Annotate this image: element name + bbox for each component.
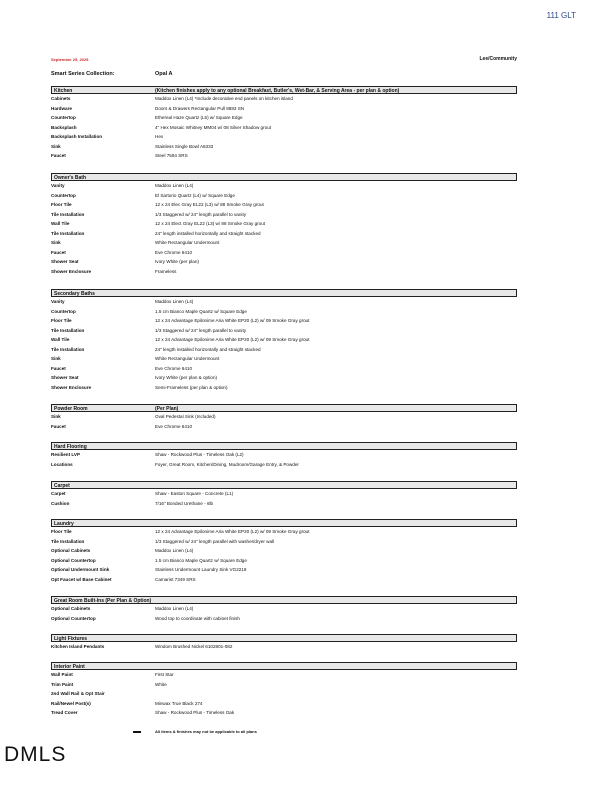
spec-value: 12 x 24 Elect Gray EL22 (L3) w/ 88 Smoke Gray grout — [155, 221, 266, 227]
section-header — [51, 404, 517, 412]
section-title: Laundry — [54, 521, 74, 527]
spec-row — [51, 297, 517, 307]
section-light-fixtures — [51, 634, 517, 652]
spec-label: Tile Installation — [51, 346, 85, 352]
spec-row — [51, 699, 517, 709]
spec-row — [51, 345, 517, 355]
section-note: (Kitchen finishes apply to any optional Breakfast, Butler's, Wet-Bar, & Serving Area - per plan & option) — [155, 88, 400, 94]
spec-row — [51, 123, 517, 133]
spec-value: Eve Chrome 6410 — [155, 423, 193, 429]
section-title: Light Fixtures — [54, 636, 88, 642]
spec-label: Optional Undermount Sink — [51, 567, 110, 573]
spec-row — [51, 575, 517, 585]
spec-row — [51, 565, 517, 575]
dmls-watermark: DMLS — [4, 743, 67, 766]
collection-value: Opal A — [155, 71, 173, 77]
spec-row — [51, 267, 517, 277]
spec-value: Shaw - Rockwood Plus - Timeless Oak (L2) — [155, 452, 244, 457]
spec-value: Shaw - Rockwood Plus - Timeless Oak — [155, 710, 235, 716]
spec-row — [51, 104, 517, 114]
spec-label: Sink — [51, 414, 61, 419]
section-header — [51, 634, 517, 642]
spec-label: Shower Seat — [51, 375, 79, 381]
spec-row — [51, 614, 517, 624]
spec-label: Sink — [51, 356, 61, 362]
spec-value: Oval Pedestal Sink (Included) — [155, 414, 216, 419]
spec-label: Countertop — [51, 192, 76, 198]
section-hard-flooring — [51, 442, 517, 469]
spec-row — [51, 489, 517, 499]
collection-line — [51, 71, 173, 77]
spec-label: Vanity — [51, 299, 65, 304]
spec-row — [51, 527, 517, 537]
spec-label: Optional Cabinets — [51, 606, 91, 611]
spec-row — [51, 383, 517, 393]
spec-value: White Rectangular Undermount — [155, 356, 220, 362]
section-title: Kitchen — [54, 88, 73, 94]
spec-row — [51, 257, 517, 267]
spec-row — [51, 537, 517, 547]
spec-value: Wood top to coordinate with cabinet finish — [155, 615, 240, 621]
spec-label: Tile Installation — [51, 327, 85, 333]
spec-value: 12 x 24 Advantage Epilonime Aria White EP20 (L2) w/ 09 Smoke Gray grout — [155, 529, 310, 534]
section-header — [51, 442, 517, 450]
spec-label: Locations — [51, 461, 73, 467]
section-note: (Per Plan) — [155, 406, 179, 412]
spec-value: Semi-Frameless (per plan & option) — [155, 384, 228, 390]
section-title: Powder Room — [54, 406, 88, 412]
spec-value: 1.5 cm Bianco Maple Quartz w/ Square Edge — [155, 308, 247, 314]
spec-row — [51, 229, 517, 239]
spec-label: Tile Installation — [51, 230, 85, 236]
spec-value: 12 x 24 Elec Gray EL22 (L3) w/ 88 Smoke Gray grout — [155, 202, 264, 208]
spec-row — [51, 708, 517, 718]
spec-value: Steel 7594 SRS — [155, 153, 188, 159]
spec-label: Countertop — [51, 308, 76, 314]
spec-row — [51, 556, 517, 566]
spec-row — [51, 94, 517, 104]
spec-label: Carpet — [51, 491, 66, 496]
spec-value: Hex — [155, 134, 164, 140]
spec-row — [51, 142, 517, 152]
spec-value: Maddox Linen (L4) — [155, 183, 194, 188]
spec-label: Resilient LVP — [51, 452, 81, 457]
spec-row — [51, 689, 517, 699]
spec-value: 12 x 24 Advantage Epilonime Aria White EP20 (L2) w/ 09 Smoke Gray grout — [155, 337, 310, 343]
spec-label: Floor Tile — [51, 318, 72, 324]
spec-row — [51, 326, 517, 336]
spec-row — [51, 670, 517, 680]
section-title: Secondary Baths — [54, 291, 95, 297]
section-header — [51, 289, 517, 297]
section-title: Owner's Bath — [54, 175, 87, 181]
section-interior-paint — [51, 662, 517, 718]
spec-value: Eve Chrome 6410 — [155, 249, 193, 255]
spec-row — [51, 316, 517, 326]
spec-value: First Star — [155, 672, 174, 677]
spec-label: Optional Cabinets — [51, 548, 91, 554]
spec-label: Faucet — [51, 153, 66, 159]
section-header — [51, 596, 517, 604]
spec-value: Maddox Linen (L4) — [155, 548, 194, 554]
spec-value: Camarist 7349 SRS — [155, 576, 196, 582]
spec-label: Faucet — [51, 423, 66, 429]
spec-label: Shower Seat — [51, 259, 79, 265]
spec-label: Opt Faucet w/ Base Cabinet — [51, 576, 112, 582]
spec-label: Wall Tile — [51, 337, 70, 343]
spec-label: Optional Countertop — [51, 557, 96, 563]
spec-value: Maddox Linen (L4) *Include decorative end panels on kitchen island — [155, 96, 293, 101]
spec-value: 24" length installed horizontally and straight stacked — [155, 346, 261, 352]
spec-row — [51, 460, 517, 470]
spec-label: Optional Countertop — [51, 615, 96, 621]
section-laundry — [51, 519, 517, 584]
spec-row — [51, 422, 517, 432]
spec-label: Sink — [51, 143, 61, 149]
spec-label: Trim Paint — [51, 681, 74, 687]
spec-value: Maddox Linen (L4) — [155, 606, 194, 611]
spec-value: Stainless Undermount Laundry Sink VG2218 — [155, 567, 247, 573]
section-powder-room — [51, 404, 517, 431]
spec-value: 1/3 Staggered w/ 24" length parallel with washer/dryer wall — [155, 538, 275, 544]
spec-label: Backsplash — [51, 124, 77, 130]
spec-row — [51, 151, 517, 161]
section-header — [51, 86, 517, 94]
spec-label: Wall Paint — [51, 672, 73, 677]
spec-value: Ethereal Haze Quartz (L5) w/ Square Edge — [155, 115, 243, 121]
section-header — [51, 173, 517, 181]
collection-label: Smart Series Collection: — [51, 71, 115, 77]
spec-row — [51, 248, 517, 258]
spec-row — [51, 642, 517, 652]
section-great-room-built-ins-per-plan-option — [51, 596, 517, 623]
spec-row — [51, 450, 517, 460]
spec-value: Eve Chrome 6410 — [155, 365, 193, 371]
spec-row — [51, 191, 517, 201]
section-header — [51, 481, 517, 489]
spec-row — [51, 210, 517, 220]
spec-label: Floor Tile — [51, 202, 72, 208]
spec-row — [51, 354, 517, 364]
spec-row — [51, 373, 517, 383]
spec-value: El Sartorio Quartz (L4) w/ Square Edge — [155, 192, 235, 198]
spec-row — [51, 546, 517, 556]
section-kitchen — [51, 86, 517, 161]
spec-label: Countertop — [51, 115, 76, 121]
spec-row — [51, 181, 517, 191]
spec-value: Stainless Single Bowl A6333 — [155, 143, 214, 149]
document-date: September 25, 2025 — [51, 57, 89, 62]
spec-row — [51, 499, 517, 509]
spec-value: Minwax True Black 274 — [155, 700, 203, 706]
section-title: Carpet — [54, 483, 70, 489]
section-secondary-baths — [51, 289, 517, 392]
spec-value: 1/3 Staggered w/ 24" length parallel to vanity — [155, 327, 247, 333]
spec-value: 4" Hex Mosaic Whitney MM04 w/ 08 Silver Shadow grout — [155, 124, 272, 130]
spec-label: Wall Tile — [51, 221, 70, 227]
section-carpet — [51, 481, 517, 508]
section-title: Interior Paint — [54, 664, 85, 670]
spec-row — [51, 238, 517, 248]
section-owner-s-bath — [51, 173, 517, 276]
spec-label: Tile Installation — [51, 211, 85, 217]
spec-label: Tread Cover — [51, 710, 78, 716]
spec-value: White Rectangular Undermount — [155, 240, 220, 246]
section-title: Great Room Built-Ins (Per Plan & Option) — [54, 598, 152, 604]
spec-value: Doors & Drawers Rectangular Pull 8883 SN — [155, 105, 245, 111]
spec-label: Tile Installation — [51, 538, 85, 544]
spec-value: Ivory White (per plan & option) — [155, 375, 218, 381]
spec-label: Hardware — [51, 105, 72, 111]
spec-label: Sink — [51, 240, 61, 246]
spec-label: Shower Enclosure — [51, 268, 92, 274]
spec-label: Faucet — [51, 249, 66, 255]
spec-value: Foyer, Great Room, Kitchen/Dining, Mudroom/Garage Entry, & Powder — [155, 461, 299, 467]
spec-value: 7/16" Bonded Urethane - 6lb — [155, 500, 214, 506]
section-title: Hard Flooring — [54, 444, 87, 450]
spec-value: 1/3 Staggered w/ 24" length parallel to vanity — [155, 211, 247, 217]
spec-value: Maddox Linen (L4) — [155, 299, 194, 304]
spec-row — [51, 604, 517, 614]
spec-row — [51, 307, 517, 317]
spec-row — [51, 412, 517, 422]
spec-label: Floor Tile — [51, 529, 72, 534]
spec-label: Cushion — [51, 500, 70, 506]
section-header — [51, 519, 517, 527]
spec-value: 12 x 24 Advantage Epilonime Aria White EP20 (L2) w/ 09 Smoke Gray grout — [155, 318, 310, 324]
spec-label: Shower Enclosure — [51, 384, 92, 390]
community-label: Lee/Community — [479, 56, 517, 62]
spec-value: 24" length installed horizontally and straight stacked — [155, 230, 261, 236]
spec-row — [51, 364, 517, 374]
spec-value: Shaw - Easton Square - Concrete (L1) — [155, 491, 234, 496]
spec-label: Vanity — [51, 183, 65, 188]
footnote: All items & finishes may not be applicable to all plans — [155, 729, 257, 734]
spec-row — [51, 680, 517, 690]
spec-value: White — [155, 681, 167, 687]
spec-label: Backsplash Installation — [51, 134, 103, 140]
spec-row — [51, 132, 517, 142]
spec-label: Faucet — [51, 365, 66, 371]
spec-row — [51, 113, 517, 123]
spec-label: Kitchen Island Pendants — [51, 644, 105, 649]
spec-label: Rail/Newel Post(s) — [51, 700, 91, 706]
spec-label: Cabinets — [51, 96, 71, 101]
spec-row — [51, 200, 517, 210]
spec-row — [51, 219, 517, 229]
spec-row — [51, 335, 517, 345]
spec-value: Frameless — [155, 268, 177, 274]
section-header — [51, 662, 517, 670]
spec-value: Ivory White (per plan) — [155, 259, 199, 265]
footnote-dash — [133, 731, 141, 733]
spec-value: 1.5 cm Bianco Maple Quartz w/ Square Edge — [155, 557, 247, 563]
listing-tag: 111 GLT — [546, 11, 576, 20]
spec-label: 2nd Wall Rail & Opt Stair — [51, 691, 105, 697]
spec-value: Windom Brushed Nickel 6102801-082 — [155, 644, 233, 649]
